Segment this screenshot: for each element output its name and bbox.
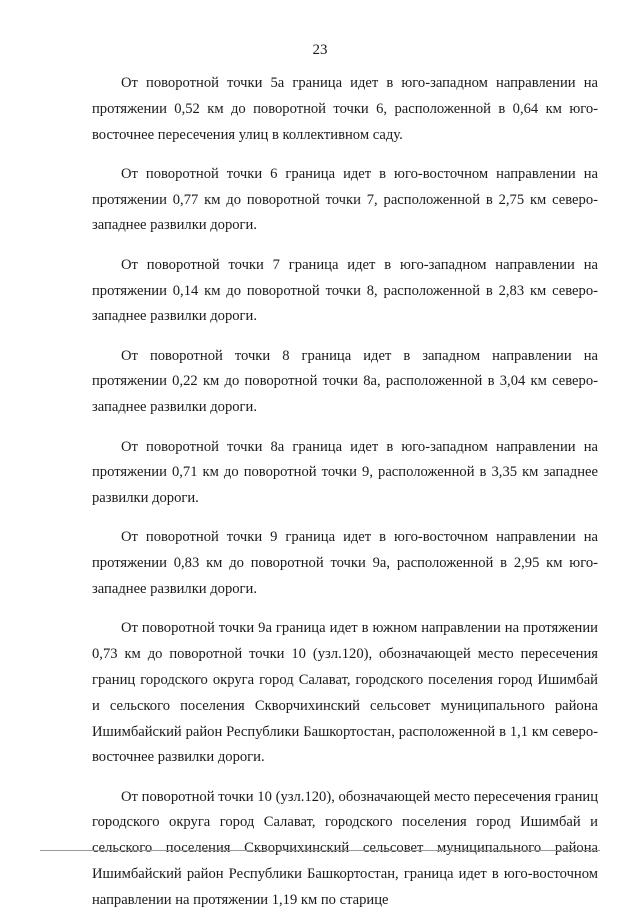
page-number: 23 xyxy=(312,42,328,58)
paragraph-4: От поворотной точки 8 граница идет в западном направлении на протяжении 0,22 км до поворотной точки 8а, расположенной в 3,04 км северо-западнее развилки дороги. xyxy=(92,347,598,416)
paragraph-3: От поворотной точки 7 граница идет в юго-западном направлении на протяжении 0,14 км до поворотной точки 8, расположенной в 2,83 км северо-западнее развилки дороги. xyxy=(92,256,598,325)
body-text xyxy=(92,71,598,914)
paragraph-5: От поворотной точки 8а граница идет в юго-западном направлении на протяжении 0,71 км до поворотной точки 9, расположенной в 3,35 км западнее развилки дороги. xyxy=(92,438,598,507)
paragraph-2: От поворотной точки 6 граница идет в юго-восточном направлении на протяжении 0,77 км до поворотной точки 7, расположенной в 2,75 км северо-западнее развилки дороги. xyxy=(92,165,598,234)
paragraph-6: От поворотной точки 9 граница идет в юго-восточном направлении на протяжении 0,83 км до поворотной точки 9а, расположенной в 2,95 км юго-западнее развилки дороги. xyxy=(92,529,598,598)
bottom-separator-line xyxy=(40,850,600,851)
paragraph-7: От поворотной точки 9а граница идет в южном направлении на протяжении 0,73 км до поворотной точки 10 (узл.120), обозначающей место пересечения границ городского округа город Салават, городского поселения город Ишимбай и сельского поселения Скворчихинский сельсовет муниципального района Ишимбайский район Республики Башкортостан, расположенной в 1,1 км северо-восточнее развилки дороги. xyxy=(92,620,598,766)
paragraph-8: От поворотной точки 10 (узл.120), обозначающей место пересечения границ городского округа город Салават, городского поселения город Ишимбай и сельского поселения Скворчихинский сельсовет муниципального района Ишимбайский район Республики Башкортостан, граница идет в юго-восточном направлении на протяжении 1,19 км по старице xyxy=(92,788,598,908)
paragraph-1: От поворотной точки 5а граница идет в юго-западном направлении на протяжении 0,52 км до поворотной точки 6, расположенной в 0,64 км юго-восточнее пересечения улиц в коллективном саду. xyxy=(92,75,598,143)
